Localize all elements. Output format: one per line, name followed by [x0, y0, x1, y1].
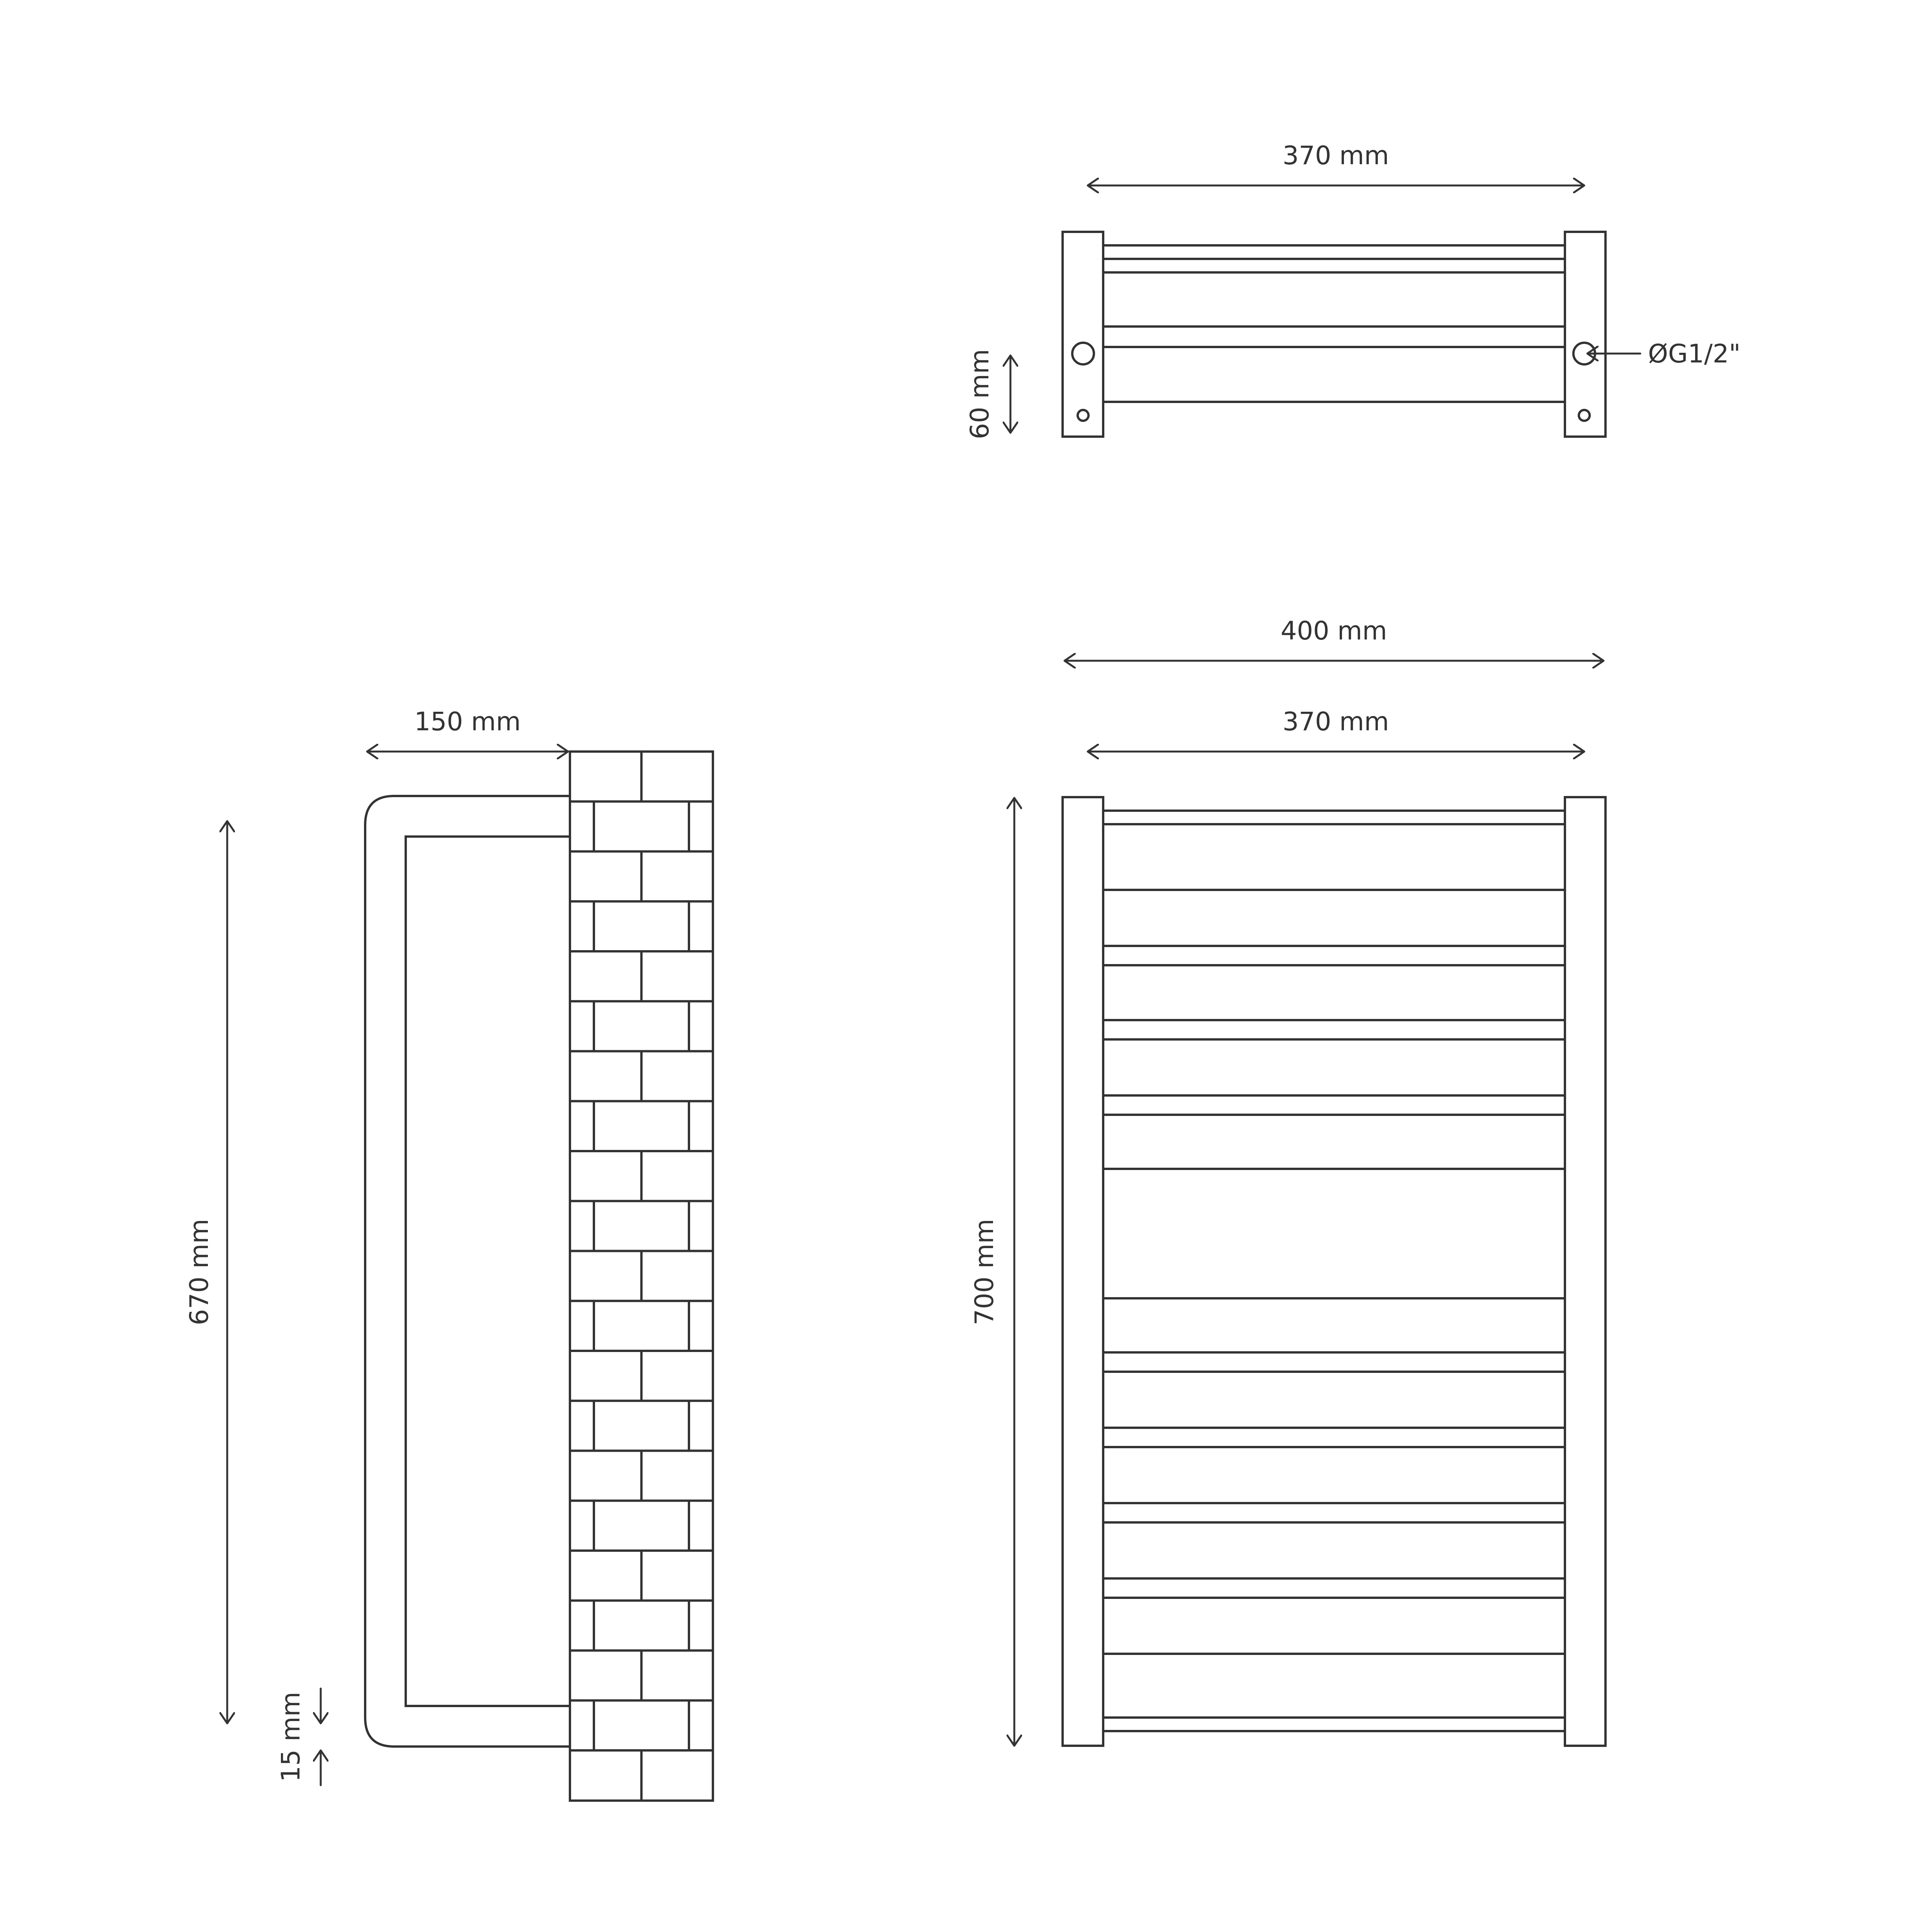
- top-left-post: [1063, 232, 1103, 437]
- top-rails: [1103, 245, 1565, 402]
- front-left-post: [1063, 797, 1103, 1746]
- front-rails: [1103, 811, 1565, 1731]
- front-inner-width-label: 370 mm: [1282, 707, 1389, 736]
- top-depth-label: 60 mm: [965, 349, 995, 439]
- front-overall-width-label: 400 mm: [1281, 616, 1387, 646]
- front-view: [969, 616, 1605, 1746]
- front-height-label: 700 mm: [969, 1219, 999, 1325]
- side-view: [184, 707, 713, 1801]
- top-view: [965, 141, 1741, 439]
- top-right-post: [1565, 232, 1605, 437]
- top-right-mount-hole: [1579, 410, 1590, 421]
- side-height-label: 670 mm: [184, 1219, 214, 1325]
- front-right-post: [1565, 797, 1605, 1746]
- side-projection-label: 150 mm: [414, 707, 521, 736]
- top-width-label: 370 mm: [1282, 141, 1389, 170]
- top-left-inlet-circle: [1072, 343, 1094, 364]
- connection-label: ØG1/2": [1648, 339, 1741, 369]
- brick-wall: [570, 752, 713, 1801]
- offset-label: 15 mm: [276, 1692, 306, 1782]
- top-left-mount-hole: [1078, 410, 1088, 421]
- radiator-side-profile: [365, 796, 570, 1747]
